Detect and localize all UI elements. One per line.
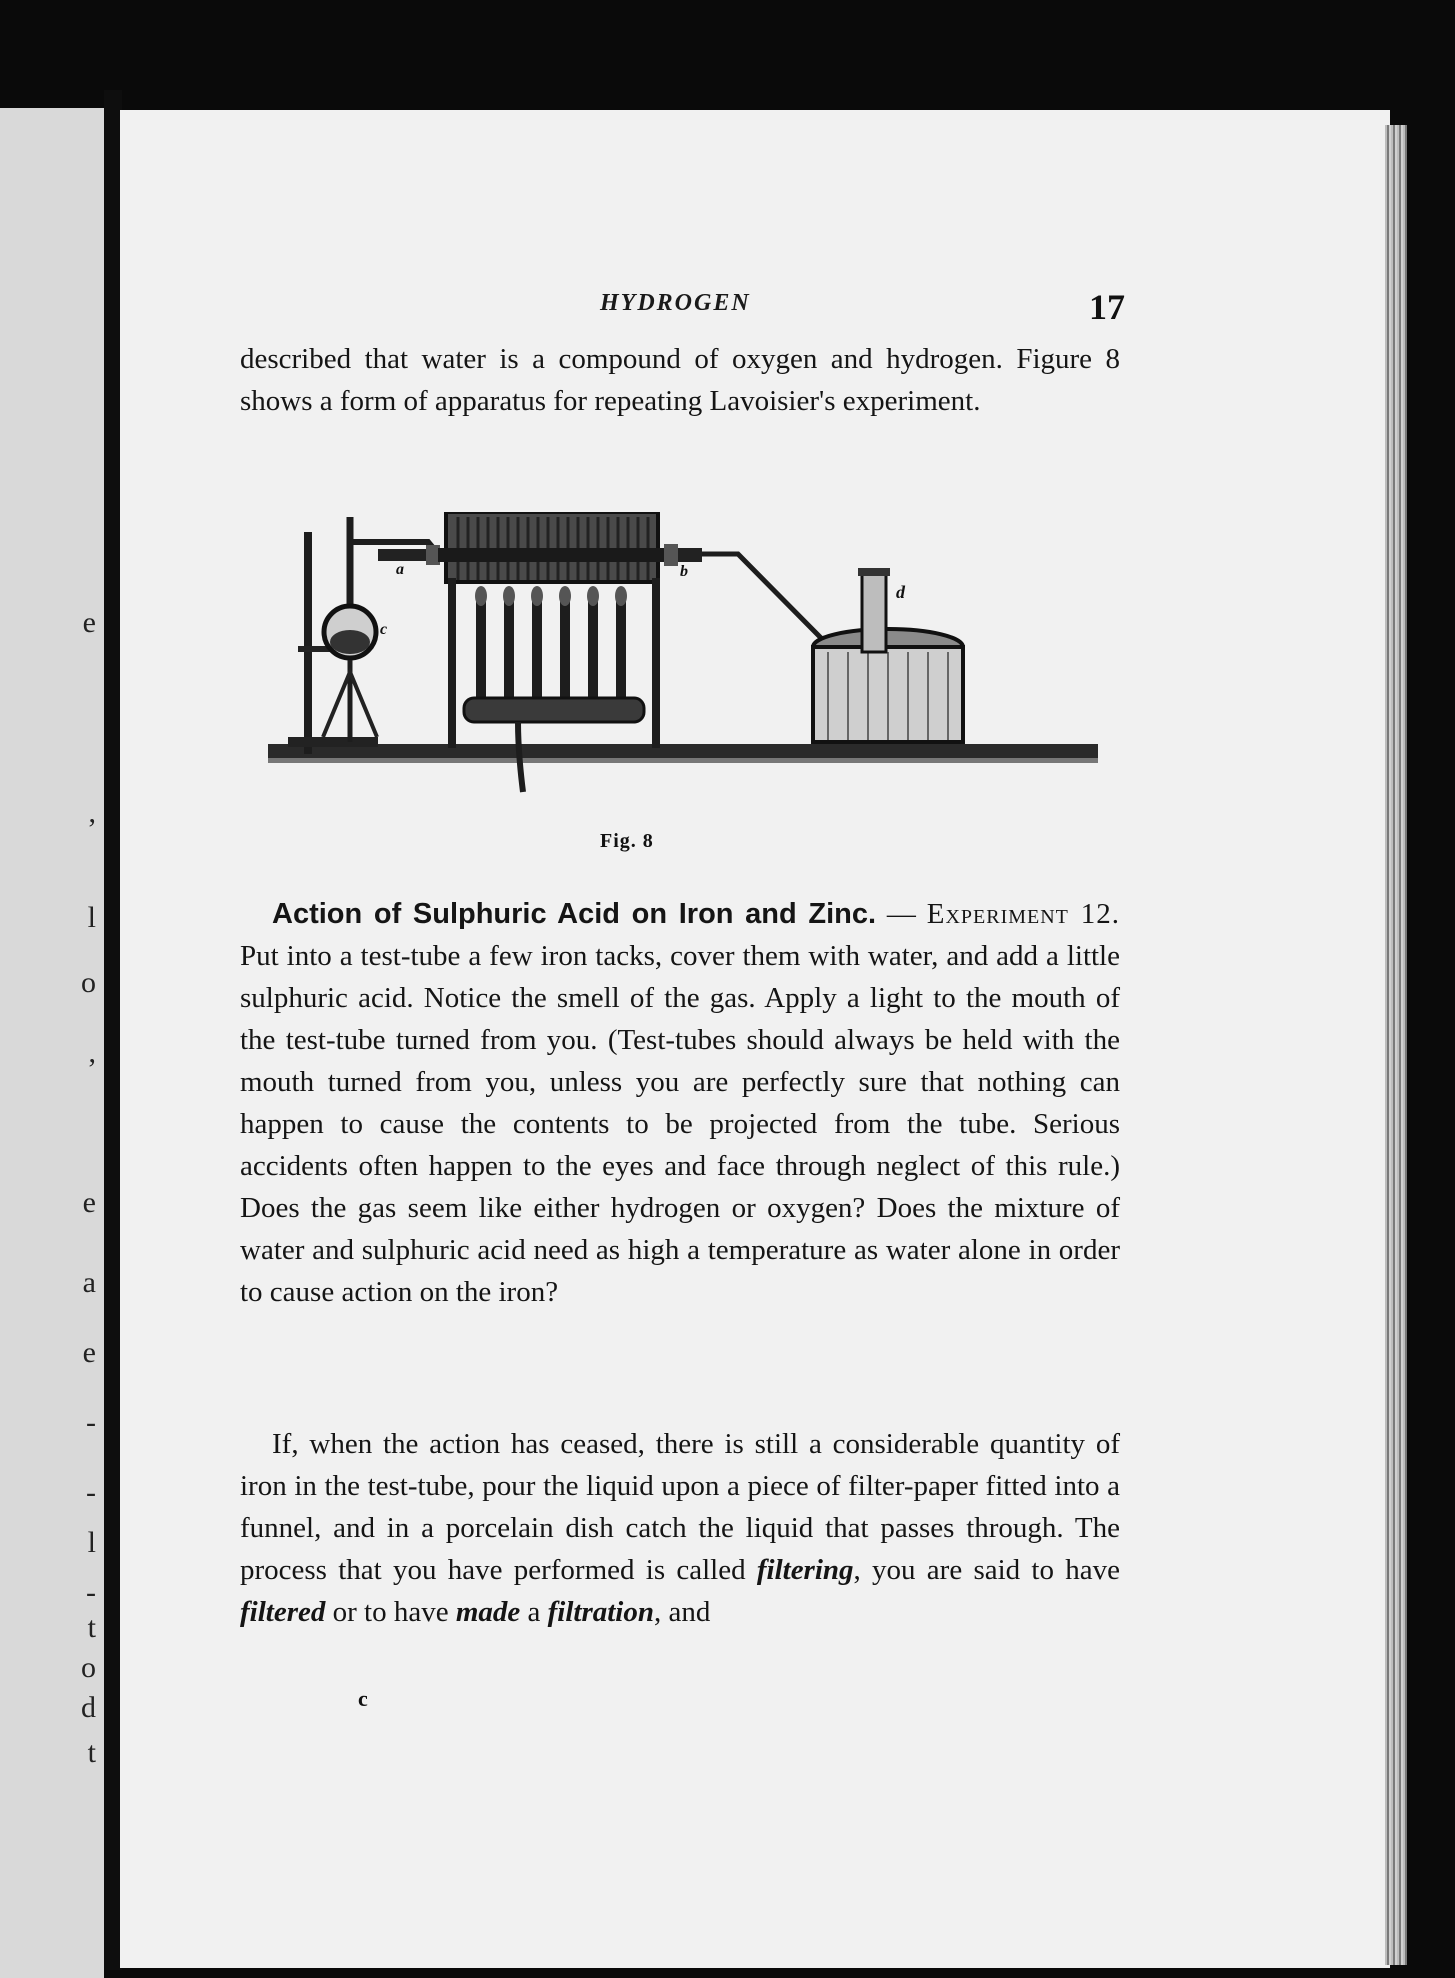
heading-dash: —: [876, 898, 927, 930]
signature-mark: c: [358, 1686, 368, 1711]
left-fragment: -: [86, 1576, 96, 1609]
left-fragment: d: [81, 1691, 96, 1724]
page-header: [245, 286, 1125, 332]
left-fragment: e: [82, 606, 96, 639]
figure-8-apparatus: [268, 512, 1098, 812]
left-fragment: t: [87, 1611, 96, 1644]
page-number: 17: [1089, 287, 1125, 327]
left-fragment: ,: [88, 796, 96, 829]
paragraph-intro: described that water is a compound of oxygen and hydrogen. Figure 8 shows a form of apparatus for repeating Lavoisier's experiment.: [240, 343, 1120, 417]
term-made: made: [455, 1596, 521, 1628]
paragraph-experiment-12: [240, 893, 1120, 1313]
left-fragment: o: [81, 1651, 96, 1684]
filtering-text-5: , and: [654, 1596, 711, 1628]
left-fragment: e: [82, 1336, 96, 1369]
term-filtration: filtration: [547, 1596, 654, 1628]
figure-caption: Fig. 8: [600, 830, 654, 852]
experiment-label: Experiment 12.: [926, 898, 1120, 930]
figure-label-b: b: [680, 563, 688, 580]
paragraph-filtering: [240, 1423, 1120, 1633]
experiment-text: Put into a test-tube a few iron tacks, cover them with water, and add a little sulphuric acid. Notice the smell of the gas. Apply a light to the mouth of the test-tube turned from you. (Test-tubes should always be held with the mouth turned from you, unless you are perfectly sure that nothing can happen to cause the contents to be projected from the tube. Serious accidents often happen to the eyes and face through neglect of this rule.) Does the gas seem like either hydrogen or oxygen? Does the mixture of water and sulphuric acid need as high a temperature as water alone in order to cause action on the iron?: [240, 940, 1120, 1308]
left-fragment: l: [87, 901, 96, 934]
left-fragment: -: [86, 1406, 96, 1439]
running-head: HYDROGEN: [600, 290, 751, 316]
left-fragment: ,: [88, 1036, 96, 1069]
left-fragment: a: [82, 1266, 96, 1299]
term-filtering: filtering: [756, 1554, 854, 1586]
filtering-text-1: If, when the action has ceased, there is still a considerable quantity of iron in the test-tube, pour the liquid upon a piece of filter-paper fitted into a funnel, and in a porcelain dish catch the liquid that passes through. The process that you have performed is called: [240, 1428, 1120, 1586]
left-fragment: t: [87, 1736, 96, 1769]
section-heading: Action of Sulphuric Acid on Iron and Zinc.: [272, 898, 877, 930]
left-fragment: l: [87, 1526, 96, 1559]
figure-label-a: a: [396, 561, 404, 578]
figure-label-d: d: [896, 582, 905, 602]
filtering-text-2: , you are said to have: [853, 1554, 1120, 1586]
term-filtered: filtered: [240, 1596, 326, 1628]
left-fragment: e: [82, 1186, 96, 1219]
page-edges: [1385, 125, 1407, 1965]
left-fragment: o: [81, 966, 96, 999]
filtering-text-3: or to have: [325, 1596, 456, 1628]
left-facing-page: [0, 108, 104, 1978]
filtering-text-4: a: [520, 1596, 548, 1628]
left-fragment: -: [86, 1476, 96, 1509]
figure-label-c: c: [380, 621, 388, 638]
left-page-text-fragments: [66, 108, 96, 1978]
